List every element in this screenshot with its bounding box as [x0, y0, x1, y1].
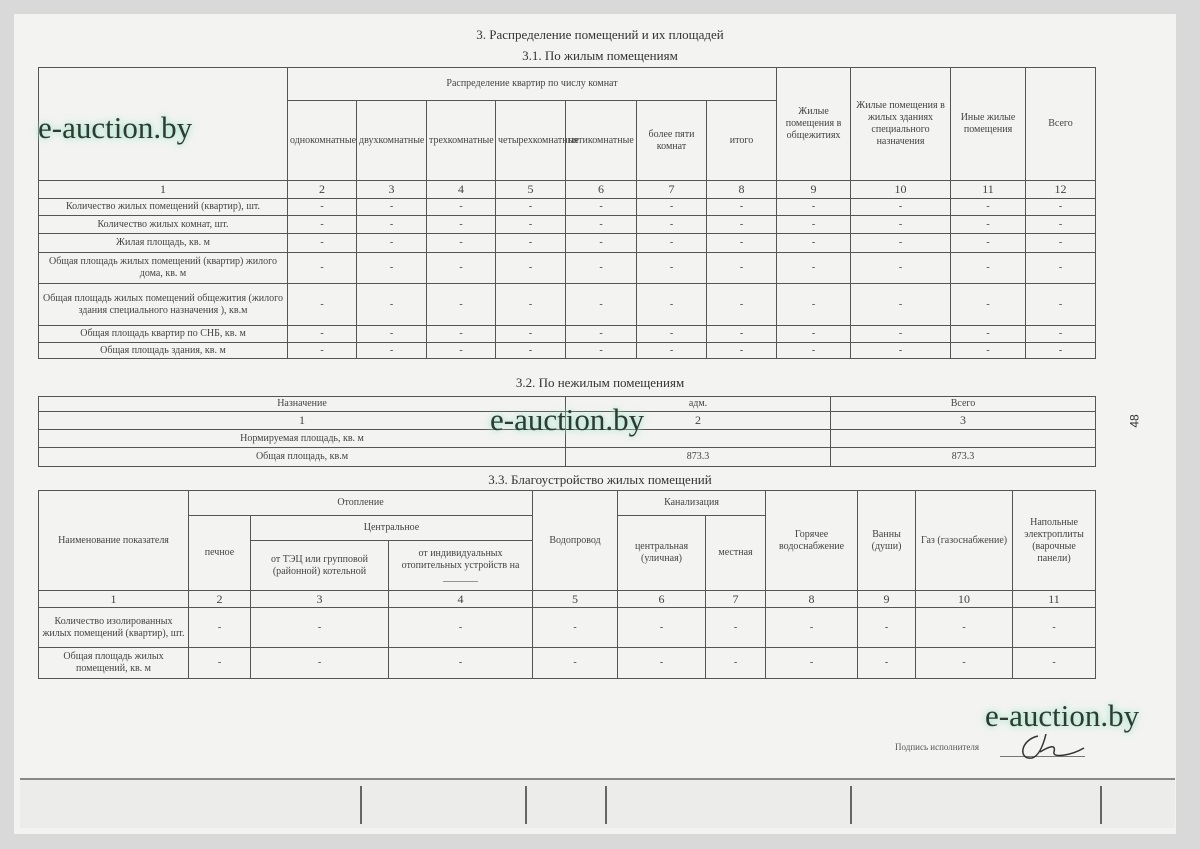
cell-value: - — [707, 253, 777, 284]
cell-value: - — [288, 199, 357, 216]
watermark: e-auction.by — [38, 110, 193, 145]
col-header: Канализация — [618, 491, 766, 516]
cell-value: - — [427, 234, 496, 253]
cell-value: - — [566, 253, 637, 284]
cell-value: - — [618, 608, 706, 648]
col-header: Назначение — [39, 397, 566, 412]
cell-value: - — [496, 253, 566, 284]
col-header: Жилые помещения в общежитиях — [777, 68, 851, 181]
table-row — [39, 343, 1096, 359]
amenities-table — [38, 490, 1096, 679]
cell-value: - — [637, 234, 707, 253]
col-header: трехкомнатные — [427, 101, 496, 181]
col-header: итого — [707, 101, 777, 181]
cell-value: - — [637, 253, 707, 284]
cell-value: - — [189, 608, 251, 648]
cell-value: - — [1013, 608, 1096, 648]
group-header: Распределение квартир по числу комнат — [288, 68, 777, 101]
column-number: 5 — [533, 591, 618, 608]
cell-value: - — [1026, 284, 1096, 326]
column-number-row — [39, 181, 1096, 199]
col-header: более пяти комнат — [637, 101, 707, 181]
cell-value: - — [707, 284, 777, 326]
cell-value: - — [1026, 216, 1096, 234]
row-label: Общая площадь, кв.м — [39, 448, 566, 467]
table-2-title: 3.2. По нежилым помещениям — [515, 375, 685, 390]
column-number: 6 — [566, 181, 637, 199]
column-number: 11 — [1013, 591, 1096, 608]
column-number: 10 — [916, 591, 1013, 608]
cell-value: - — [777, 199, 851, 216]
row-label: Нормируемая площадь, кв. м — [39, 430, 566, 448]
col-header: Газ (газоснабжение) — [916, 491, 1013, 591]
cell-value: - — [851, 234, 951, 253]
cell-value: - — [766, 608, 858, 648]
cell-value: - — [288, 326, 357, 343]
row-label: Общая площадь жилых помещений, кв. м — [39, 648, 189, 679]
column-number: 1 — [39, 181, 288, 199]
cell-value: - — [707, 343, 777, 359]
col-header: однокомнатные — [288, 101, 357, 181]
cell-value: - — [427, 199, 496, 216]
table-row — [39, 253, 1096, 284]
cell-value: - — [566, 234, 637, 253]
row-label: Общая площадь жилых помещений (квартир) жилого дома, кв. м — [39, 253, 288, 284]
cell-value: - — [1013, 648, 1096, 679]
col-header: Ванны (души) — [858, 491, 916, 591]
cell-value: - — [637, 326, 707, 343]
cell-value: - — [357, 326, 427, 343]
cell-value: - — [706, 648, 766, 679]
page-number: 48 — [1127, 414, 1142, 428]
cell-value: - — [707, 216, 777, 234]
cell-value: - — [951, 199, 1026, 216]
table-row — [39, 216, 1096, 234]
cell-value: - — [427, 343, 496, 359]
column-number: 8 — [766, 591, 858, 608]
col-header: Водопровод — [533, 491, 618, 591]
cell-value: - — [707, 199, 777, 216]
column-number: 3 — [357, 181, 427, 199]
cell-value: - — [357, 284, 427, 326]
row-label: Жилая площадь, кв. м — [39, 234, 288, 253]
column-number: 11 — [951, 181, 1026, 199]
table-row — [39, 234, 1096, 253]
col-header: Наименование показателя — [39, 491, 189, 591]
cell-value: - — [357, 216, 427, 234]
underlying-page-strip — [20, 778, 1175, 828]
row-label: Количество жилых помещений (квартир), шт. — [39, 199, 288, 216]
cell-value: - — [496, 234, 566, 253]
column-number: 7 — [637, 181, 707, 199]
cell-value: - — [496, 343, 566, 359]
cell-value: - — [389, 608, 533, 648]
table-row — [39, 199, 1096, 216]
cell-value: - — [951, 234, 1026, 253]
cell-value: - — [357, 199, 427, 216]
cell-value: - — [777, 216, 851, 234]
cell-value: - — [951, 216, 1026, 234]
cell-value: - — [357, 253, 427, 284]
cell-value: - — [916, 608, 1013, 648]
cell-value: - — [637, 284, 707, 326]
column-number-row — [39, 591, 1096, 608]
cell-value: - — [288, 234, 357, 253]
watermark: e-auction.by — [985, 698, 1140, 733]
cell-value: - — [288, 253, 357, 284]
cell-value: - — [777, 326, 851, 343]
cell-value: - — [777, 343, 851, 359]
cell-value: - — [1026, 199, 1096, 216]
residential-table — [38, 67, 1096, 359]
row-label: Количество изолированных жилых помещений (квартир), шт. — [39, 608, 189, 648]
column-number: 4 — [427, 181, 496, 199]
column-number: 1 — [39, 591, 189, 608]
cell-value: - — [637, 343, 707, 359]
cell-value: - — [766, 648, 858, 679]
cell-value — [831, 430, 1096, 448]
row-label: Количество жилых комнат, шт. — [39, 216, 288, 234]
cell-value: - — [851, 253, 951, 284]
cell-value: - — [288, 284, 357, 326]
col-header: Центральное — [251, 516, 533, 541]
cell-value: - — [777, 284, 851, 326]
col-header: от индивидуальных отопительных устройств на _______ — [389, 541, 533, 591]
cell-value: - — [951, 284, 1026, 326]
col-header: центральная (уличная) — [618, 516, 706, 591]
column-number: 2 — [566, 412, 831, 430]
col-header: Иные жилые помещения — [951, 68, 1026, 181]
signature-mark — [1010, 728, 1090, 768]
column-number: 7 — [706, 591, 766, 608]
col-header: двухкомнатные — [357, 101, 427, 181]
cell-value: - — [851, 284, 951, 326]
cell-value: - — [189, 648, 251, 679]
col-header: печное — [189, 516, 251, 591]
cell-value: - — [566, 343, 637, 359]
cell-value: - — [427, 253, 496, 284]
table-row — [39, 448, 1096, 467]
column-number: 2 — [189, 591, 251, 608]
cell-value: - — [427, 326, 496, 343]
row-label: Общая площадь здания, кв. м — [39, 343, 288, 359]
cell-value: 873.3 — [566, 448, 831, 467]
cell-value: - — [951, 326, 1026, 343]
cell-value: - — [916, 648, 1013, 679]
col-header: Всего — [831, 397, 1096, 412]
col-header: пятикомнатные — [566, 101, 637, 181]
cell-value: - — [533, 608, 618, 648]
watermark: e-auction.by — [490, 402, 645, 437]
cell-value: - — [288, 343, 357, 359]
cell-value: - — [566, 199, 637, 216]
col-header: Жилые помещения в жилых зданиях специального назначения — [851, 68, 951, 181]
cell-value: - — [251, 648, 389, 679]
col-header: Горячее водоснабжение — [766, 491, 858, 591]
col-header: Отопление — [189, 491, 533, 516]
signature-label: Подпись исполнителя — [895, 742, 979, 752]
cell-value: - — [566, 216, 637, 234]
cell-value: - — [851, 199, 951, 216]
cell-value: 873.3 — [831, 448, 1096, 467]
column-number: 9 — [858, 591, 916, 608]
cell-value: - — [706, 608, 766, 648]
cell-value: - — [637, 216, 707, 234]
cell-value: - — [858, 608, 916, 648]
column-number: 10 — [851, 181, 951, 199]
cell-value: - — [707, 326, 777, 343]
table-row — [39, 326, 1096, 343]
cell-value: - — [251, 608, 389, 648]
cell-value: - — [777, 253, 851, 284]
column-number: 9 — [777, 181, 851, 199]
table-3-title: 3.3. Благоустройство жилых помещений — [488, 472, 712, 487]
cell-value: - — [618, 648, 706, 679]
cell-value: - — [566, 326, 637, 343]
table-row — [39, 608, 1096, 648]
cell-value: - — [851, 216, 951, 234]
cell-value: - — [427, 284, 496, 326]
cell-value: - — [851, 326, 951, 343]
cell-value: - — [496, 216, 566, 234]
table-1-title: 3.1. По жилым помещениям — [522, 48, 678, 63]
cell-value: - — [533, 648, 618, 679]
column-number: 3 — [251, 591, 389, 608]
column-number: 2 — [288, 181, 357, 199]
cell-value: - — [951, 343, 1026, 359]
col-header: местная — [706, 516, 766, 591]
cell-value: - — [858, 648, 916, 679]
cell-value: - — [1026, 326, 1096, 343]
col-header: от ТЭЦ или групповой (районной) котельной — [251, 541, 389, 591]
cell-value: - — [851, 343, 951, 359]
cell-value: - — [427, 216, 496, 234]
cell-value: - — [357, 343, 427, 359]
row-label: Общая площадь жилых помещений общежития (жилого здания специального назначения ), кв.м — [39, 284, 288, 326]
column-number: 6 — [618, 591, 706, 608]
column-number: 5 — [496, 181, 566, 199]
cell-value: - — [566, 284, 637, 326]
cell-value: - — [707, 234, 777, 253]
column-number: 8 — [707, 181, 777, 199]
cell-value: - — [357, 234, 427, 253]
cell-value: - — [951, 253, 1026, 284]
col-header: Всего — [1026, 68, 1096, 181]
cell-value: - — [1026, 253, 1096, 284]
cell-value: - — [1026, 234, 1096, 253]
cell-value: - — [777, 234, 851, 253]
column-number: 12 — [1026, 181, 1096, 199]
col-header: Напольные электроплиты (варочные панели) — [1013, 491, 1096, 591]
column-number: 3 — [831, 412, 1096, 430]
cell-value: - — [1026, 343, 1096, 359]
col-header: четырехкомнатные — [496, 101, 566, 181]
section-title: 3. Распределение помещений и их площадей — [476, 27, 724, 42]
cell-value: - — [496, 199, 566, 216]
row-label: Общая площадь квартир по СНБ, кв. м — [39, 326, 288, 343]
table-row — [39, 648, 1096, 679]
cell-value: - — [496, 284, 566, 326]
table-row — [39, 284, 1096, 326]
column-number: 1 — [39, 412, 566, 430]
cell-value: - — [637, 199, 707, 216]
column-number: 4 — [389, 591, 533, 608]
cell-value: - — [496, 326, 566, 343]
col-header: адм. — [566, 397, 831, 412]
cell-value: - — [389, 648, 533, 679]
cell-value: - — [288, 216, 357, 234]
